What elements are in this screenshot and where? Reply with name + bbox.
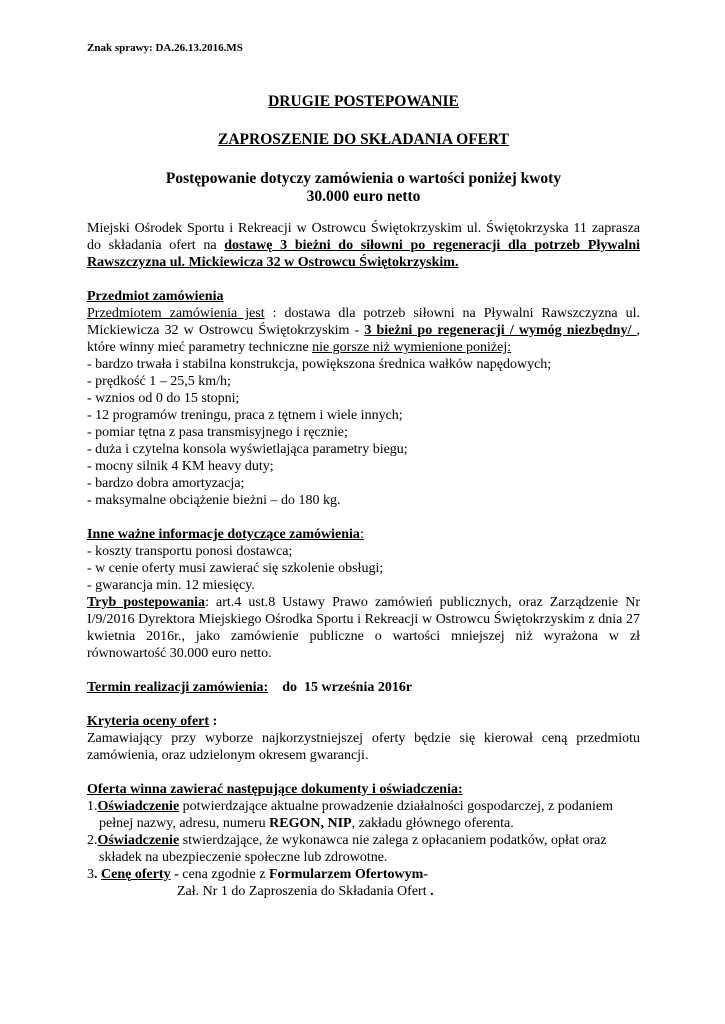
subject-text-2: , które winny mieć parametry techniczne	[87, 323, 640, 355]
title-invitation: ZAPROSZENIE DO SKŁADANIA OFERT	[218, 131, 509, 148]
section-other-info	[87, 526, 640, 662]
section-subject	[87, 288, 640, 509]
other-info-colon: :	[359, 527, 364, 542]
other-info-heading-row	[87, 526, 640, 543]
criteria-text: Zamawiający przy wyborze najkorzystniejszej oferty będzie się kierował ceną przedmiotu zamówienia, oraz udzielonym okresem gwarancji.	[87, 731, 640, 763]
subject-lead: Przedmiotem zamówienia jest	[87, 306, 265, 321]
item-1-line-2c: , zakładu głównego oferenta.	[351, 816, 514, 831]
subject-text-1: : dostawa dla potrzeb siłowni na Pływalni Rawszczyzna ul. Mickiewicza 32 w Ostrowcu Świętokrzyskim -	[87, 306, 641, 338]
case-reference: Znak sprawy: DA.26.13.2016.MS	[87, 42, 243, 54]
offer-doc-item-1	[87, 798, 640, 815]
item-3-bold: Cenę oferty	[101, 867, 171, 882]
subtitle-line-2: 30.000 euro netto	[306, 188, 421, 205]
attachment-dot: .	[430, 884, 434, 899]
offer-doc-item-3	[87, 866, 640, 883]
spec-item: - wznios od 0 do 15 stopni;	[87, 391, 240, 406]
item-2-bold: Oświadczenie	[97, 833, 180, 848]
offer-doc-item-2	[87, 832, 640, 849]
procedure-mode-label: Tryb postepowania	[87, 595, 206, 610]
subtitle-line-1: Postępowanie dotyczy zamówienia o wartości poniżej kwoty	[165, 170, 562, 187]
spec-item: - duża i czytelna konsola wyświetlająca parametry biegu;	[87, 442, 408, 457]
item-1-text: potwierdzające aktualne prowadzenie działalności gospodarczej, z podaniem	[179, 799, 613, 814]
spec-item: - bardzo dobra amortyzacja;	[87, 476, 245, 491]
intro-paragraph	[87, 220, 640, 271]
subject-underline: nie gorsze niż wymienione poniżej:	[312, 340, 512, 355]
section-offer-docs	[87, 781, 640, 900]
spec-item: - mocny silnik 4 KM heavy duty;	[87, 459, 274, 474]
item-2-text: stwierdzające, że wykonawca nie zalega z opłacaniem podatków, opłat oraz	[179, 833, 607, 848]
item-number: 3	[87, 867, 94, 882]
attachment-text: Zał. Nr 1 do Zaproszenia do Składania Ofert	[177, 884, 431, 899]
section-criteria	[87, 713, 640, 764]
item-3-form: Formularzem Ofertowym	[268, 867, 424, 882]
deadline-value: do 15 września 2016r	[268, 680, 413, 695]
document-page	[87, 40, 640, 900]
item-1-regon-nip: REGON, NIP	[269, 816, 352, 831]
offer-doc-item-2-line-2: składek na ubezpieczenie społeczne lub zdrowotne.	[99, 850, 388, 865]
criteria-heading: Kryteria oceny ofert	[87, 714, 210, 729]
spec-item: - maksymalne obciążenie bieżni – do 180 kg.	[87, 493, 341, 508]
subject-heading: Przedmiot zamówienia	[87, 289, 224, 304]
item-3-dash: -	[170, 867, 183, 882]
spec-item: - 12 programów treningu, praca z tętnem i wiele innych;	[87, 408, 403, 423]
attachment-line	[87, 883, 640, 900]
procedure-mode-paragraph	[87, 594, 640, 662]
deadline-row	[87, 679, 640, 696]
item-1-line-2a: pełnej nazwy, adresu, numeru	[99, 816, 270, 831]
intro-text: Miejski Ośrodek Sportu i Rekreacji w Ostrowcu Świętokrzyskim ul. Świętokrzyska 11 zaprasza do składania ofert na	[87, 221, 640, 253]
item-3-text: cena zgodnie z	[182, 867, 269, 882]
criteria-heading-row	[87, 713, 640, 730]
spec-item: - bardzo trwała i stabilna konstrukcja, powiększona średnica wałków napędowych;	[87, 357, 552, 372]
other-info-heading: Inne ważne informacje dotyczące zamówienia	[87, 527, 360, 542]
subject-bold: 3 bieżni po regeneracji / wymóg niezbędny/	[364, 323, 637, 338]
subject-paragraph	[87, 305, 640, 356]
item-3-dot: .	[94, 867, 101, 882]
item-number: 1.	[87, 799, 98, 814]
info-item: - koszty transportu ponosi dostawca;	[87, 544, 293, 559]
procedure-mode-text: : art.4 ust.8 Ustawy Prawo zamówień publicznych, oraz Zarządzenie Nr I/9/2016 Dyrektora Miejskiego Ośrodka Sportu i Rekreacji w Ostrowcu Świętokrzyskim z dnia 27 kwietnia 2016r., jako zamówienie publiczne o wartości mniejszej niż wyrażona w zł równowartość 30.000 euro netto.	[87, 595, 640, 661]
offer-doc-item-1-line-2	[87, 815, 640, 832]
offer-docs-heading: Oferta winna zawierać następujące dokumenty i oświadczenia:	[87, 782, 463, 797]
intro-subject: dostawę 3 bieżni do siłowni po regeneracji dla potrzeb Pływalni Rawszczyzna ul. Mickiewicza 32 w Ostrowcu Świętokrzyskim.	[87, 238, 641, 270]
spec-item: - prędkość 1 – 25,5 km/h;	[87, 374, 231, 389]
title-second-procedure: DRUGIE POSTEPOWANIE	[268, 93, 459, 110]
item-1-bold: Oświadczenie	[97, 799, 180, 814]
item-number: 2.	[87, 833, 98, 848]
deadline-label: Termin realizacji zamówienia:	[87, 680, 269, 695]
criteria-colon: :	[209, 714, 218, 729]
spec-item: - pomiar tętna z pasa transmisyjnego i ręcznie;	[87, 425, 348, 440]
info-item: - gwarancja min. 12 miesięcy.	[87, 578, 255, 593]
info-item: - w cenie oferty musi zawierać się szkolenie obsługi;	[87, 561, 384, 576]
item-3-end: -	[423, 867, 428, 882]
